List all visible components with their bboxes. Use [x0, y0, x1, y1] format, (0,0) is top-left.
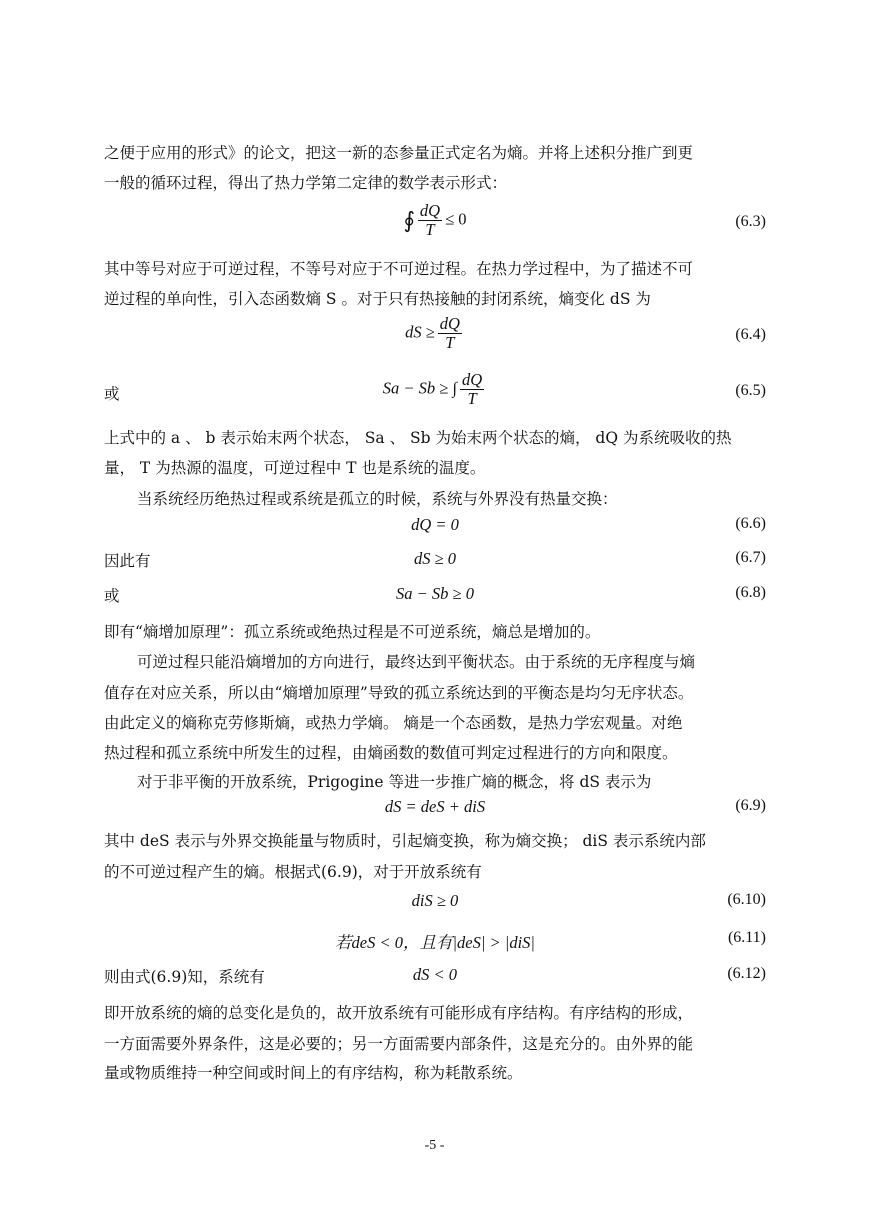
equation-body — [104, 315, 766, 352]
paragraph-line: 的不可逆过程产生的熵。根据式(6.9)，对于开放系统有 — [104, 863, 482, 881]
page-number: -5 - — [424, 1138, 445, 1153]
paragraph-line: 量或物质维持一种空间或时间上的有序结构，称为耗散系统。 — [104, 1064, 523, 1082]
paragraph-line: 可逆过程只能沿熵增加的方向进行，最终达到平衡状态。由于系统的无序程度与熵 — [137, 653, 696, 671]
equation-body: Sa − Sb ≥ 0 — [396, 584, 474, 603]
equation-body — [104, 202, 766, 239]
equation-6-8 — [104, 582, 766, 606]
paragraph-line: 由此定义的熵称克劳修斯熵，或热力学熵。 熵是一个态函数，是热力学宏观量。对绝 — [104, 714, 683, 732]
paragraph-line: 对于非平衡的开放系统，Prigogine 等进一步推广熵的概念，将 dS 表示为 — [137, 773, 652, 791]
paragraph-line: 即开放系统的熵的总变化是负的，故开放系统有可能形成有序结构。有序结构的形成， — [104, 1004, 694, 1022]
equation-number: (6.5) — [735, 382, 766, 399]
equation-lead-text: 或 — [104, 385, 120, 403]
paragraph-line: 一方面需要外界条件，这是必要的；另一方面需要内部条件，这是充分的。由外界的能 — [104, 1035, 694, 1053]
equation-6-9 — [104, 795, 766, 819]
paragraph-line: 即有“熵增加原理”：孤立系统或绝热过程是不可逆系统，熵总是增加的。 — [104, 623, 601, 641]
equation-body: dQ = 0 — [411, 515, 459, 534]
paragraph-line: 上式中的 a 、 b 表示始末两个状态， Sa 、 Sb 为始末两个状态的熵， dQ 为系统吸收的热 — [104, 429, 732, 447]
equation-6-6 — [104, 513, 766, 537]
numerator: dQ — [462, 370, 483, 389]
equation-body: dS = deS + diS — [384, 797, 486, 816]
denominator: T — [425, 220, 435, 239]
equation-number: (6.12) — [727, 965, 766, 982]
denominator: T — [467, 389, 477, 408]
equation-lead-text: 或 — [104, 587, 120, 605]
denominator: T — [445, 333, 455, 352]
equation-body — [104, 371, 766, 408]
equation-number: (6.8) — [735, 584, 766, 601]
equation-lead-text: 因此有 — [104, 552, 151, 570]
lhs: Sa − Sb ≥ ∫ — [382, 378, 458, 398]
equation-6-7 — [104, 547, 766, 571]
equation-body: dS ≥ 0 — [413, 549, 457, 568]
equation-6-5 — [104, 369, 766, 415]
equation-lead-text: 则由式(6.9)知，系统有 — [104, 968, 265, 986]
equation-6-10 — [104, 889, 766, 913]
equation-6-11 — [104, 927, 766, 951]
paragraph-line: 其中等号对应于可逆过程，不等号对应于不可逆过程。在热力学过程中，为了描述不可 — [104, 260, 694, 278]
paragraph-line: 热过程和孤立系统中所发生的过程，由熵函数的数值可判定过程进行的方向和限度。 — [104, 744, 678, 762]
paragraph-line: 之便于应用的形式》的论文，把这一新的态参量正式定名为熵。并将上述积分推广到更 — [104, 144, 694, 162]
lhs: dS ≥ — [405, 322, 435, 342]
relation: ≤ 0 — [445, 209, 467, 229]
paragraph-line: 值存在对应关系，所以由“熵增加原理”导致的孤立系统达到的平衡态是均匀无序状态。 — [104, 684, 694, 702]
paragraph-line: 一般的循环过程，得出了热力学第二定律的数学表示形式： — [104, 174, 508, 192]
equation-6-3 — [104, 200, 766, 246]
paragraph-line: 其中 deS 表示与外界交换能量与物质时，引起熵变换，称为熵交换； diS 表示系统内部 — [104, 832, 706, 850]
paragraph-line: 逆过程的单向性，引入态函数熵 S 。对于只有热接触的封闭系统，熵变化 dS 为 — [104, 290, 651, 308]
contour-integral-symbol: ∮ — [403, 207, 415, 233]
equation-number: (6.4) — [735, 326, 766, 343]
equation-number: (6.6) — [735, 515, 766, 532]
equation-6-4 — [104, 313, 766, 359]
numerator: dQ — [439, 314, 460, 333]
equation-number: (6.11) — [727, 929, 766, 946]
numerator: dQ — [419, 201, 441, 220]
equation-body: 若deS < 0，且有|deS| > |diS| — [335, 933, 535, 952]
equation-body: dS < 0 — [412, 965, 458, 984]
equation-number: (6.9) — [735, 797, 766, 814]
equation-number: (6.10) — [727, 891, 766, 908]
paragraph-line: 量， T 为热源的温度，可逆过程中 T 也是系统的温度。 — [104, 459, 486, 477]
equation-6-12 — [104, 963, 766, 987]
equation-number: (6.3) — [735, 213, 766, 230]
equation-body: diS ≥ 0 — [411, 891, 459, 910]
paragraph-line: 当系统经历绝热过程或系统是孤立的时候，系统与外界没有热量交换： — [137, 490, 618, 508]
equation-number: (6.7) — [735, 549, 766, 566]
